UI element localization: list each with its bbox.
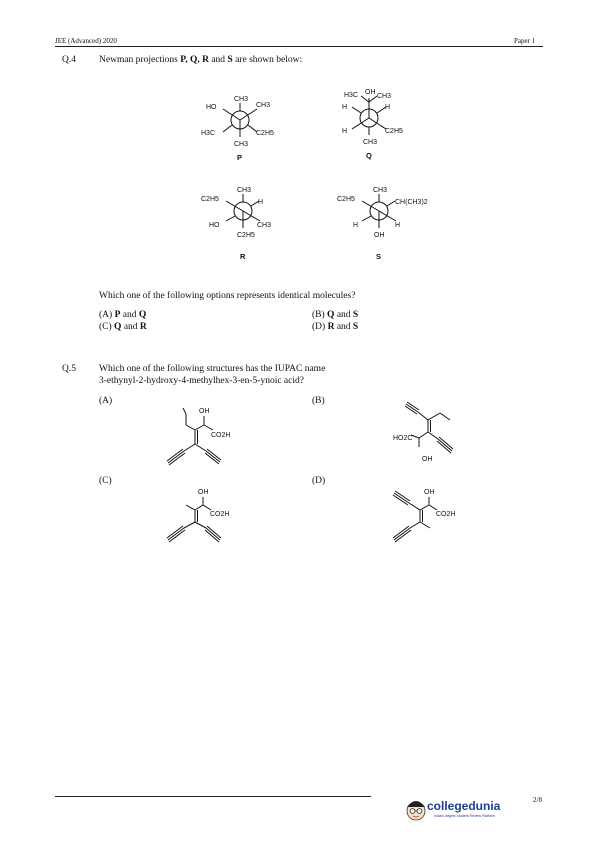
- p-label: P: [237, 153, 243, 162]
- p-ll: H3C: [201, 130, 216, 137]
- s-ul: C2H5: [337, 196, 355, 203]
- p-ul: HO: [206, 104, 217, 111]
- s-ll: H: [353, 222, 359, 229]
- r-ul: C2H5: [201, 196, 219, 203]
- header-rule: [55, 46, 543, 47]
- exam-title: JEE (Advanced) 2020: [55, 37, 117, 45]
- q-lr: C2H5: [385, 128, 403, 135]
- q-ll: H: [342, 128, 348, 135]
- q4-stem: Newman projections P, Q, R and S are shown below:: [99, 55, 303, 65]
- q-label: Q: [366, 151, 372, 160]
- newman-p: [201, 96, 274, 162]
- q5-line2: 3-ethynyl-2-hydroxy-4-methylhex-3-en-5-ynoic acid?: [99, 376, 304, 386]
- paper-label: Paper 1: [514, 37, 536, 45]
- brand-name: collegedunia: [427, 799, 501, 813]
- d-co2h: CO2H: [436, 511, 456, 518]
- collegedunia-logo: [405, 797, 537, 823]
- d-oh: OH: [424, 489, 435, 496]
- b-oh: OH: [422, 456, 433, 463]
- q5-option-a[interactable]: (A): [99, 396, 113, 406]
- p-bottom: CH3: [234, 141, 249, 148]
- q4-option-d[interactable]: (D) R and S: [312, 322, 359, 332]
- q-ul-top: H3C: [344, 92, 359, 99]
- s-top: CH3: [373, 187, 388, 194]
- brand-tagline: India's largest Student Review Platform: [434, 814, 495, 818]
- r-ur: H: [258, 199, 264, 206]
- q-top: OH: [365, 89, 376, 96]
- b-ho2c: HO2C: [393, 435, 413, 442]
- footer-rule: [55, 796, 371, 797]
- r-top: CH3: [237, 187, 252, 194]
- q-ur-top: CH3: [377, 93, 392, 100]
- q4-question: Which one of the following options represents identical molecules?: [99, 291, 356, 301]
- q4-number: Q.4: [62, 55, 76, 65]
- r-label: R: [240, 252, 246, 261]
- newman-s: [337, 187, 428, 261]
- q-ur: H: [385, 104, 391, 111]
- q5-line1: Which one of the following structures has the IUPAC name: [99, 364, 326, 374]
- s-label: S: [376, 252, 382, 261]
- q-bottom: CH3: [363, 139, 378, 146]
- r-ll: HO: [209, 222, 220, 229]
- p-top: CH3: [234, 96, 249, 103]
- q5-number: Q.5: [62, 364, 76, 374]
- p-ur: CH3: [256, 102, 271, 109]
- q5-option-c[interactable]: (C): [99, 476, 112, 486]
- r-bottom: C2H5: [237, 232, 255, 239]
- q5-option-d[interactable]: (D): [312, 476, 326, 486]
- a-oh: OH: [199, 408, 210, 415]
- newman-projections: [190, 78, 450, 278]
- q4-option-c[interactable]: (C) Q and R: [99, 322, 147, 332]
- structure-b: [390, 400, 490, 470]
- q5-option-b[interactable]: (B): [312, 396, 325, 406]
- mascot-icon: [405, 797, 427, 821]
- p-lr: C2H5: [256, 130, 274, 137]
- r-lr: CH3: [257, 222, 272, 229]
- a-co2h: CO2H: [211, 432, 231, 439]
- page-number: 2/8: [533, 796, 542, 804]
- q4-option-a[interactable]: (A) P and Q: [99, 310, 147, 320]
- q4-option-b[interactable]: (B) Q and S: [312, 310, 359, 320]
- s-ur: CH(CH3)2: [395, 199, 428, 206]
- s-lr: H: [395, 222, 401, 229]
- s-bottom: OH: [374, 232, 385, 239]
- structure-d: [380, 484, 490, 554]
- structure-a: [155, 400, 265, 475]
- c-oh: OH: [198, 489, 209, 496]
- newman-r: [201, 187, 271, 261]
- structure-c: [160, 484, 270, 554]
- c-co2h: CO2H: [210, 511, 230, 518]
- q-ul: H: [342, 104, 348, 111]
- newman-q: [342, 89, 403, 160]
